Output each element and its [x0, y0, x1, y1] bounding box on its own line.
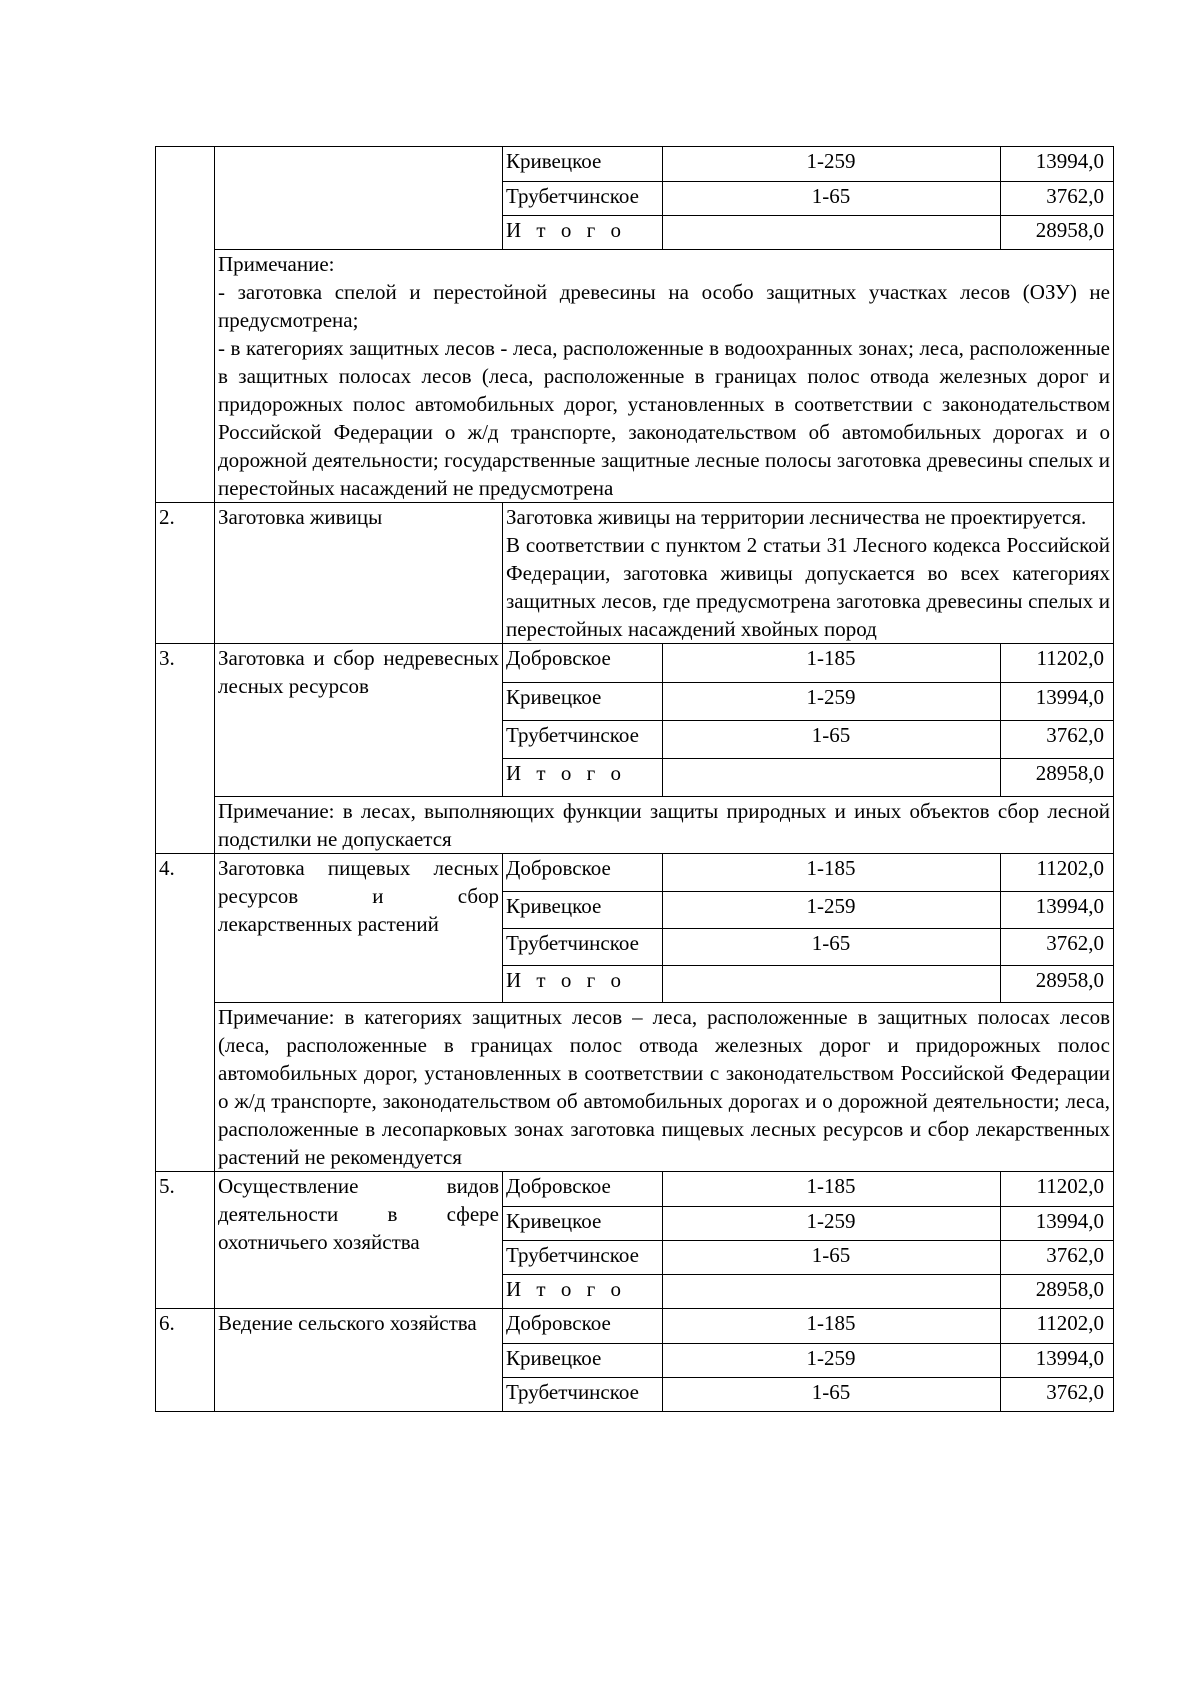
forestry-name: Добровское	[503, 1172, 662, 1206]
forestry-name: Трубетчинское	[503, 928, 662, 965]
table-row	[503, 1309, 1114, 1343]
section3-forestries-cell	[503, 644, 1114, 797]
section1-num-cell	[156, 147, 215, 503]
forestry-area: 11202,0	[1000, 1309, 1114, 1343]
forestry-area: 11202,0	[1000, 854, 1114, 891]
forestry-name: Кривецкое	[503, 1343, 662, 1377]
section3-note-row	[156, 797, 1114, 854]
section4-forestries-table	[503, 854, 1114, 1002]
note-title: Примечание:	[218, 252, 335, 276]
forestry-quarters	[662, 965, 1000, 1002]
table-row	[503, 854, 1114, 891]
table-row	[503, 1172, 1114, 1206]
forestry-name: Добровское	[503, 644, 662, 682]
forestry-quarters	[662, 758, 1000, 796]
forestry-quarters: 1-259	[662, 682, 1000, 720]
section2-row	[156, 503, 1114, 644]
forestry-area: 13994,0	[1000, 1206, 1114, 1240]
table-row	[503, 928, 1114, 965]
table-row	[503, 1377, 1114, 1411]
forestry-quarters: 1-185	[662, 854, 1000, 891]
section-title: Осуществление видов деятельности в сфере охотничьего хозяйства	[215, 1172, 503, 1309]
section1-forestries-cell	[503, 147, 1114, 250]
forestry-name: Кривецкое	[503, 891, 662, 928]
forestry-quarters: 1-185	[662, 1309, 1000, 1343]
section-number: 4.	[156, 854, 215, 1172]
table-row	[503, 1343, 1114, 1377]
table-row	[503, 1206, 1114, 1240]
section4-note-row	[156, 1003, 1114, 1172]
forestry-name: Кривецкое	[503, 147, 662, 181]
forestry-quarters: 1-259	[662, 1206, 1000, 1240]
forestry-quarters: 1-65	[662, 1377, 1000, 1411]
forestry-quarters: 1-65	[662, 1240, 1000, 1274]
section-title: Заготовка и сбор недревесных лесных ресурсов	[215, 644, 503, 797]
section3-row	[156, 644, 1114, 797]
forestry-area: 3762,0	[1000, 1377, 1114, 1411]
forestry-quarters: 1-259	[662, 147, 1000, 181]
forestry-total-label: И т о г о	[503, 215, 662, 249]
section6-row	[156, 1309, 1114, 1412]
forestry-name: Добровское	[503, 1309, 662, 1343]
section6-forestries-cell	[503, 1309, 1114, 1412]
forestry-name: Добровское	[503, 854, 662, 891]
section-number: 6.	[156, 1309, 215, 1412]
forestry-quarters: 1-259	[662, 891, 1000, 928]
table-row	[503, 682, 1114, 720]
forestry-quarters	[662, 215, 1000, 249]
forestry-area: 3762,0	[1000, 928, 1114, 965]
forestry-name: Трубетчинское	[503, 1377, 662, 1411]
table-row	[503, 215, 1114, 249]
section1-note	[215, 250, 1114, 503]
section-title: Заготовка пищевых лесных ресурсов и сбор лекарственных растений	[215, 854, 503, 1003]
section5-forestries-table	[503, 1172, 1114, 1308]
forestry-quarters: 1-65	[662, 928, 1000, 965]
forestry-total-area: 28958,0	[1000, 215, 1114, 249]
section4-row	[156, 854, 1114, 1003]
section-number: 3.	[156, 644, 215, 854]
note-line: - в категориях защитных лесов - леса, расположенные в водоохранных зонах; леса, расположенные в защитных полосах лесов (леса, расположенные в границах полос отвода железных дорог и придорожных полос автомобильных дорог, установленных в соответствии с законодательством Российской Федерации о ж/д транспорте, законодательством об автомобильных дорогах и о дорожной деятельности; государственные защитные лесные полосы заготовка древесины спелых и перестойных насаждений не предусмотрена	[218, 336, 1110, 500]
forestry-quarters: 1-185	[662, 644, 1000, 682]
forestry-total-label: И т о г о	[503, 965, 662, 1002]
section4-forestries-cell	[503, 854, 1114, 1003]
section1-forestries-table	[503, 147, 1114, 249]
table-row	[503, 181, 1114, 215]
forestry-quarters: 1-65	[662, 181, 1000, 215]
forestry-area: 13994,0	[1000, 147, 1114, 181]
table-row	[503, 758, 1114, 796]
forestry-name: Кривецкое	[503, 682, 662, 720]
forestry-name: Трубетчинское	[503, 720, 662, 758]
table-row	[503, 1240, 1114, 1274]
table-row	[503, 147, 1114, 181]
forestry-area: 13994,0	[1000, 1343, 1114, 1377]
section-number: 2.	[156, 503, 215, 644]
forestry-total-label: И т о г о	[503, 1274, 662, 1308]
section-title: Заготовка живицы	[215, 503, 503, 644]
section1-continuation-row	[156, 147, 1114, 250]
table-row	[503, 1274, 1114, 1308]
forestry-area: 3762,0	[1000, 720, 1114, 758]
forestry-quarters: 1-185	[662, 1172, 1000, 1206]
table-row	[503, 644, 1114, 682]
table-row	[503, 891, 1114, 928]
section1-note-row	[156, 250, 1114, 503]
section4-note: Примечание: в категориях защитных лесов – леса, расположенные в защитных полосах лесов (леса, расположенные в границах полос отвода железных дорог и придорожных полос автомобильных дорог, установленных в соответствии с законодательством Российской Федерации о ж/д транспорте, законодательством об автомобильных дорогах и о дорожной деятельности; леса, расположенные в лесопарковых зонах заготовка пищевых лесных ресурсов и сбор лекарственных растений не рекомендуется	[215, 1003, 1114, 1172]
forestry-area: 11202,0	[1000, 1172, 1114, 1206]
table-row	[503, 965, 1114, 1002]
section-text: Заготовка живицы на территории лесничества не проектируется.	[506, 505, 1087, 529]
forestry-name: Трубетчинское	[503, 1240, 662, 1274]
forestry-area: 11202,0	[1000, 644, 1114, 682]
forestry-area: 3762,0	[1000, 181, 1114, 215]
section3-forestries-table	[503, 644, 1114, 796]
section3-note: Примечание: в лесах, выполняющих функции защиты природных и иных объектов сбор лесной подстилки не допускается	[215, 797, 1114, 854]
forestry-total-area: 28958,0	[1000, 1274, 1114, 1308]
forest-use-table	[155, 146, 1114, 1412]
forestry-total-area: 28958,0	[1000, 758, 1114, 796]
forestry-total-area: 28958,0	[1000, 965, 1114, 1002]
forestry-total-label: И т о г о	[503, 758, 662, 796]
forestry-area: 13994,0	[1000, 891, 1114, 928]
forestry-area: 3762,0	[1000, 1240, 1114, 1274]
section6-forestries-table	[503, 1309, 1114, 1411]
section2-text	[503, 503, 1114, 644]
forestry-quarters: 1-65	[662, 720, 1000, 758]
note-line: - заготовка спелой и перестойной древесины на особо защитных участках лесов (ОЗУ) не предусмотрена;	[218, 280, 1110, 332]
forestry-name: Кривецкое	[503, 1206, 662, 1240]
section-number: 5.	[156, 1172, 215, 1309]
forestry-name: Трубетчинское	[503, 181, 662, 215]
section5-row	[156, 1172, 1114, 1309]
forestry-quarters	[662, 1274, 1000, 1308]
section-text: В соответствии с пунктом 2 статьи 31 Лесного кодекса Российской Федерации, заготовка живицы допускается во всех категориях защитных лесов, где предусмотрена заготовка древесины спелых и перестойных насаждений хвойных пород	[506, 533, 1110, 641]
forestry-quarters: 1-259	[662, 1343, 1000, 1377]
forestry-area: 13994,0	[1000, 682, 1114, 720]
section-title: Ведение сельского хозяйства	[215, 1309, 503, 1412]
section1-title-cell	[215, 147, 503, 250]
section5-forestries-cell	[503, 1172, 1114, 1309]
table-row	[503, 720, 1114, 758]
